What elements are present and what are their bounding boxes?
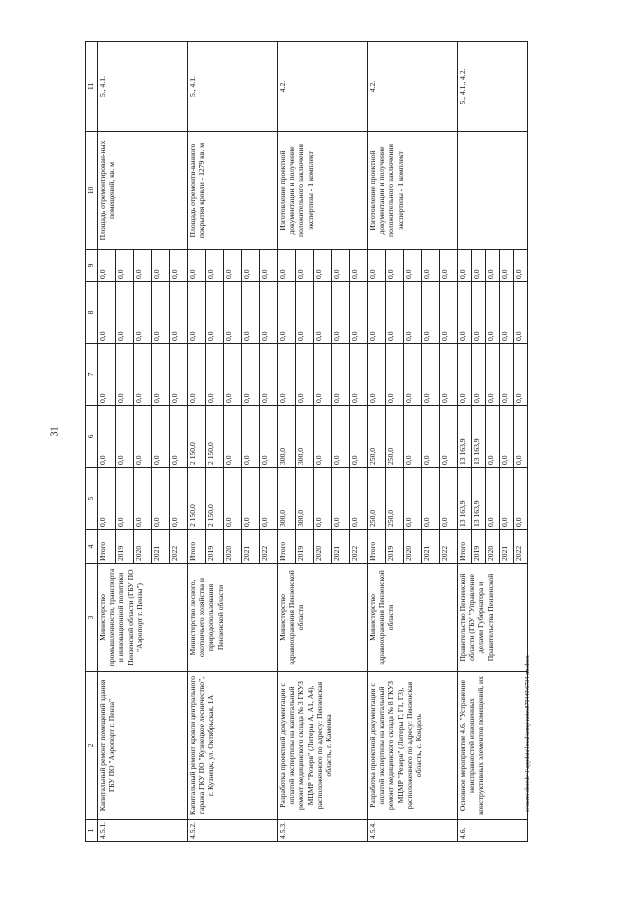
indicator-cell: Изготовление проектной документации и получение положительного заключения экспертизы - 1 комплект: [278, 132, 368, 250]
other-sources-cell: 0,0: [242, 250, 260, 282]
year-cell: 2022: [350, 530, 368, 564]
other-sources-cell: 0,0: [314, 250, 332, 282]
federal-budget-cell: 0,0: [404, 344, 422, 406]
indicator-cell: Площадь отремонти-ванного покрытия кровли - 1279 кв. м: [188, 132, 278, 250]
measure-name-cell: Капитальный ремонт помещений здания ГБУ ПО "Аэропорт г. Пенза": [98, 672, 188, 820]
header-cell: 4: [86, 530, 98, 564]
local-budget-cell: 0,0: [332, 282, 350, 344]
header-cell: 2: [86, 672, 98, 820]
federal-budget-cell: 0,0: [500, 344, 514, 406]
local-budget-cell: 0,0: [386, 282, 404, 344]
federal-budget-cell: 0,0: [170, 344, 188, 406]
local-budget-cell: 0,0: [472, 282, 486, 344]
year-cell: 2020: [314, 530, 332, 564]
total-amount-cell: 0,0: [152, 468, 170, 530]
header-cell: 5: [86, 468, 98, 530]
regional-budget-cell: 0,0: [98, 406, 116, 468]
local-budget-cell: 0,0: [278, 282, 296, 344]
year-cell: 2022: [260, 530, 278, 564]
other-sources-cell: 0,0: [98, 250, 116, 282]
executor-cell: Министерство промышленности, транспорта и инновационной политики Пензенской области (ГБУ ПО "Аэропорт г. Пензы"): [98, 564, 188, 672]
federal-budget-cell: 0,0: [134, 344, 152, 406]
total-amount-cell: 0,0: [242, 468, 260, 530]
year-cell: 2022: [514, 530, 528, 564]
regional-budget-cell: 0,0: [486, 406, 500, 468]
other-sources-cell: 0,0: [332, 250, 350, 282]
federal-budget-cell: 0,0: [386, 344, 404, 406]
regional-budget-cell: 13 163,9: [458, 406, 472, 468]
other-sources-cell: 0,0: [440, 250, 458, 282]
other-sources-cell: 0,0: [260, 250, 278, 282]
year-cell: 2020: [404, 530, 422, 564]
year-cell: Итого: [458, 530, 472, 564]
regional-budget-cell: 2 150,0: [206, 406, 224, 468]
local-budget-cell: 0,0: [134, 282, 152, 344]
local-budget-cell: 0,0: [458, 282, 472, 344]
federal-budget-cell: 0,0: [188, 344, 206, 406]
measure-name-cell: Разработка проектной документации с оплатой экспертизы на капитальный ремонт медицинского склада № 8 ГКУЗ МЦМР "Резерв" (Литеры Г, Г1, Г3), расположенного по адресу: Пензенская область, с. Кондоль: [368, 672, 458, 820]
total-amount-cell: 0,0: [116, 468, 134, 530]
local-budget-cell: 0,0: [486, 282, 500, 344]
total-amount-cell: 0,0: [350, 468, 368, 530]
local-budget-cell: 0,0: [296, 282, 314, 344]
total-amount-cell: 13 163,9: [458, 468, 472, 530]
local-budget-cell: 0,0: [242, 282, 260, 344]
federal-budget-cell: 0,0: [296, 344, 314, 406]
executor-cell: Министерство здравоохранения Пензенской области: [368, 564, 458, 672]
federal-budget-cell: 0,0: [368, 344, 386, 406]
year-cell: 2021: [152, 530, 170, 564]
federal-budget-cell: 0,0: [224, 344, 242, 406]
regional-budget-cell: 0,0: [224, 406, 242, 468]
total-amount-cell: 0,0: [98, 468, 116, 530]
federal-budget-cell: 0,0: [314, 344, 332, 406]
regional-budget-cell: 13 163,9: [472, 406, 486, 468]
other-sources-cell: 0,0: [422, 250, 440, 282]
regional-budget-cell: 300,0: [296, 406, 314, 468]
year-cell: 2019: [206, 530, 224, 564]
table-row: [98, 42, 116, 842]
table-row: [278, 42, 296, 842]
local-budget-cell: 0,0: [188, 282, 206, 344]
regional-budget-cell: 0,0: [332, 406, 350, 468]
other-sources-cell: 0,0: [368, 250, 386, 282]
local-budget-cell: 0,0: [404, 282, 422, 344]
year-cell: 2021: [332, 530, 350, 564]
other-sources-cell: 0,0: [350, 250, 368, 282]
year-cell: 2020: [486, 530, 500, 564]
year-cell: 2020: [224, 530, 242, 564]
header-cell: 9: [86, 250, 98, 282]
table-row: [188, 42, 206, 842]
year-cell: 2021: [242, 530, 260, 564]
total-amount-cell: 2 150,0: [188, 468, 206, 530]
total-amount-cell: 300,0: [296, 468, 314, 530]
local-budget-cell: 0,0: [500, 282, 514, 344]
other-sources-cell: 0,0: [458, 250, 472, 282]
total-amount-cell: 0,0: [332, 468, 350, 530]
executor-cell: Правительство Пензенской области (ГБУ "Управление делами Губернатора и Правительства Пензенской: [458, 564, 528, 672]
regional-budget-cell: 0,0: [152, 406, 170, 468]
year-cell: 2020: [134, 530, 152, 564]
total-amount-cell: 0,0: [134, 468, 152, 530]
federal-budget-cell: 0,0: [260, 344, 278, 406]
other-sources-cell: 0,0: [386, 250, 404, 282]
header-cell: 8: [86, 282, 98, 344]
federal-budget-cell: 0,0: [440, 344, 458, 406]
header-cell: 6: [86, 406, 98, 468]
local-budget-cell: 0,0: [514, 282, 528, 344]
page-number: 31: [49, 426, 61, 437]
total-amount-cell: 0,0: [224, 468, 242, 530]
total-amount-cell: 300,0: [278, 468, 296, 530]
federal-budget-cell: 0,0: [332, 344, 350, 406]
regional-budget-cell: 0,0: [242, 406, 260, 468]
regional-budget-cell: 2 150,0: [188, 406, 206, 468]
regional-budget-cell: 0,0: [404, 406, 422, 468]
local-budget-cell: 0,0: [422, 282, 440, 344]
indicator-cell: Площадь отремонтирован-ных помещений, кв. м: [98, 132, 188, 250]
link-cell: 5., 4.1.: [98, 42, 188, 132]
local-budget-cell: 0,0: [116, 282, 134, 344]
federal-budget-cell: 0,0: [206, 344, 224, 406]
link-cell: 5., 4.1., 4.2.: [458, 42, 528, 132]
indicator-cell: Изготовление проектной документации и получение положительного заключения экспертизы - 1 комплект: [368, 132, 458, 250]
regional-budget-cell: 0,0: [314, 406, 332, 468]
other-sources-cell: 0,0: [500, 250, 514, 282]
regional-budget-cell: 250,0: [386, 406, 404, 468]
rotated-table-container: [85, 42, 630, 842]
header-cell: 10: [86, 132, 98, 250]
total-amount-cell: 0,0: [314, 468, 332, 530]
federal-budget-cell: 0,0: [472, 344, 486, 406]
other-sources-cell: 0,0: [188, 250, 206, 282]
federal-budget-cell: 0,0: [422, 344, 440, 406]
federal-budget-cell: 0,0: [514, 344, 528, 406]
local-budget-cell: 0,0: [314, 282, 332, 344]
federal-budget-cell: 0,0: [98, 344, 116, 406]
link-cell: 5., 4.1.: [188, 42, 278, 132]
federal-budget-cell: 0,0: [152, 344, 170, 406]
other-sources-cell: 0,0: [404, 250, 422, 282]
table-row: [368, 42, 386, 842]
regional-budget-cell: 250,0: [368, 406, 386, 468]
header-row: [86, 42, 98, 842]
regional-budget-cell: 0,0: [350, 406, 368, 468]
row-number-cell: 4.5.1.: [98, 820, 188, 842]
year-cell: 2019: [386, 530, 404, 564]
header-cell: 3: [86, 564, 98, 672]
regional-budget-cell: 0,0: [422, 406, 440, 468]
year-cell: 2019: [472, 530, 486, 564]
local-budget-cell: 0,0: [170, 282, 188, 344]
total-amount-cell: 0,0: [422, 468, 440, 530]
row-number-cell: 4.5.4.: [368, 820, 458, 842]
year-cell: Итого: [98, 530, 116, 564]
row-number-cell: 4.6.: [458, 820, 528, 842]
federal-budget-cell: 0,0: [116, 344, 134, 406]
federal-budget-cell: 0,0: [242, 344, 260, 406]
year-cell: Итого: [188, 530, 206, 564]
year-cell: 2022: [170, 530, 188, 564]
other-sources-cell: 0,0: [486, 250, 500, 282]
table-row: [458, 42, 472, 842]
measure-name-cell: Капитальный ремонт кровли центрального гаража ГКУ ПО "Кузнецкое лесничество", г. Кузнецк, ул. Октябрьская, 1А: [188, 672, 278, 820]
measure-name-cell: Основное мероприятие 4.6. "Устранение неисправностей изношенных конструктивных элементов помещений, их: [458, 672, 528, 820]
year-cell: 2022: [440, 530, 458, 564]
other-sources-cell: 0,0: [170, 250, 188, 282]
other-sources-cell: 0,0: [514, 250, 528, 282]
other-sources-cell: 0,0: [134, 250, 152, 282]
row-number-cell: 4.5.3.: [278, 820, 368, 842]
local-budget-cell: 0,0: [368, 282, 386, 344]
year-cell: 2021: [422, 530, 440, 564]
total-amount-cell: 0,0: [440, 468, 458, 530]
federal-budget-cell: 0,0: [486, 344, 500, 406]
year-cell: 2019: [116, 530, 134, 564]
other-sources-cell: 0,0: [116, 250, 134, 282]
total-amount-cell: 0,0: [486, 468, 500, 530]
total-amount-cell: 0,0: [170, 468, 188, 530]
total-amount-cell: 0,0: [514, 468, 528, 530]
other-sources-cell: 0,0: [296, 250, 314, 282]
other-sources-cell: 0,0: [206, 250, 224, 282]
link-cell: 4.2.: [278, 42, 368, 132]
total-amount-cell: 2 150,0: [206, 468, 224, 530]
program-measures-table: [85, 41, 528, 842]
local-budget-cell: 0,0: [440, 282, 458, 344]
link-cell: 4.2.: [368, 42, 458, 132]
other-sources-cell: 0,0: [472, 250, 486, 282]
year-cell: Итого: [368, 530, 386, 564]
header-cell: 11: [86, 42, 98, 132]
indicator-cell: [458, 132, 528, 250]
federal-budget-cell: 0,0: [458, 344, 472, 406]
total-amount-cell: 250,0: [386, 468, 404, 530]
year-cell: 2021: [500, 530, 514, 564]
regional-budget-cell: 0,0: [514, 406, 528, 468]
other-sources-cell: 0,0: [152, 250, 170, 282]
regional-budget-cell: 0,0: [170, 406, 188, 468]
header-cell: 7: [86, 344, 98, 406]
regional-budget-cell: 0,0: [440, 406, 458, 468]
federal-budget-cell: 0,0: [350, 344, 368, 406]
total-amount-cell: 250,0: [368, 468, 386, 530]
other-sources-cell: 0,0: [224, 250, 242, 282]
other-sources-cell: 0,0: [278, 250, 296, 282]
footer-file-path: c:\users\sborsh~1\appdata\local\temp\notes879440\6734-пп.docx: [525, 655, 531, 812]
local-budget-cell: 0,0: [206, 282, 224, 344]
executor-cell: Министерство лесного, охотничьего хозяйства и природопользования Пензенской области: [188, 564, 278, 672]
year-cell: 2019: [296, 530, 314, 564]
regional-budget-cell: 0,0: [116, 406, 134, 468]
executor-cell: Министерство здравоохранения Пензенской области: [278, 564, 368, 672]
total-amount-cell: 0,0: [500, 468, 514, 530]
regional-budget-cell: 300,0: [278, 406, 296, 468]
row-number-cell: 4.5.2.: [188, 820, 278, 842]
total-amount-cell: 0,0: [404, 468, 422, 530]
year-cell: Итого: [278, 530, 296, 564]
header-cell: 1: [86, 820, 98, 842]
local-budget-cell: 0,0: [152, 282, 170, 344]
regional-budget-cell: 0,0: [500, 406, 514, 468]
regional-budget-cell: 0,0: [134, 406, 152, 468]
federal-budget-cell: 0,0: [278, 344, 296, 406]
local-budget-cell: 0,0: [350, 282, 368, 344]
total-amount-cell: 13 163,9: [472, 468, 486, 530]
local-budget-cell: 0,0: [98, 282, 116, 344]
local-budget-cell: 0,0: [260, 282, 278, 344]
regional-budget-cell: 0,0: [260, 406, 278, 468]
local-budget-cell: 0,0: [224, 282, 242, 344]
measure-name-cell: Разработка проектной документации с оплатой экспертизы на капитальный ремонт медицинского склада № 3 ГКУЗ МЦМР "Резерв" (Литеры А, А1, А4), расположенного по адресу: Пензенская область, г. Каменка: [278, 672, 368, 820]
total-amount-cell: 0,0: [260, 468, 278, 530]
